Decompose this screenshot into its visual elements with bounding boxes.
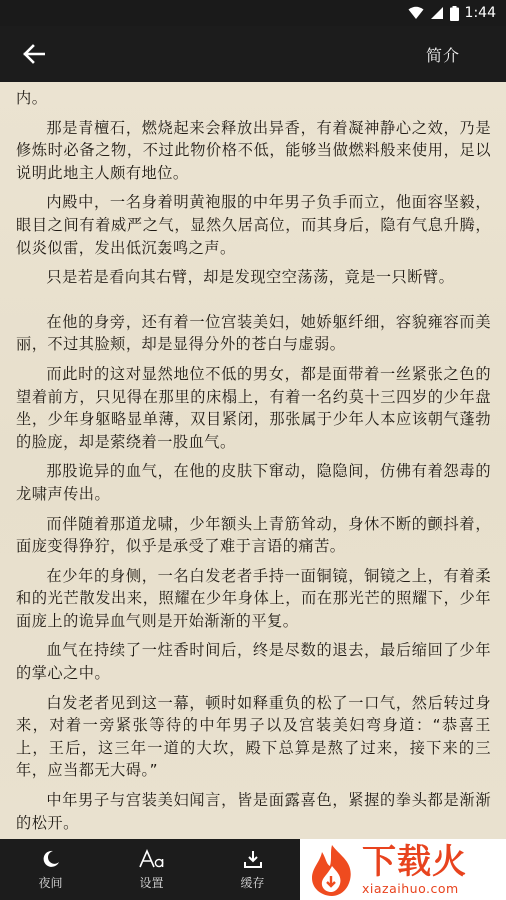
paragraph: 中年男子与宫装美妇闻言，皆是面露喜色，紧握的拳头都是渐渐的松开。 [16,791,491,832]
paragraph: 只是若是看向其右臂，却是发现空空荡荡，竟是一只断臂。 [46,268,455,287]
night-mode-button[interactable] [0,839,101,900]
moon-icon [42,848,60,870]
settings-button[interactable] [101,839,202,900]
paragraph: 在他的身旁，还有着一位宫装美妇，她娇躯纤细，容貌雍容而美丽，不过其脸颊，却是显得分外的苍白与虚弱。 [16,312,491,354]
cache-button[interactable] [202,839,303,900]
paragraph: 在少年的身侧，一名白发老者手持一面铜镜，铜镜之上，有着柔和的光芒散发出来，照耀在少年身体上，而在那光芒的照耀下，少年面庞上的诡异血气则是开始渐渐的平复。 [16,566,491,630]
back-arrow-icon[interactable] [20,40,48,68]
paragraph: 那是青檀石，燃烧起来会释放出异香，有着凝神静心之效，乃是修炼时必备之物，不过此物价格不低，能够当做燃料般来使用，足以说明此地主人颇有地位。 [16,118,491,182]
cellular-signal-icon [430,6,444,20]
intro-button[interactable]: 简介 [425,45,460,65]
paragraph: 内。 [16,89,48,107]
xiazaihuo-watermark [300,839,506,900]
paragraph: 血气在持续了一炷香时间后，终是尽数的退去，最后缩回了少年的掌心之中。 [16,641,491,683]
paragraph: 内殿中，一名身着明黄袍服的中年男子负手而立，他面容坚毅，眼目之间有着威严之气，显然久居高位，而其身后，隐有气息升腾，似炎似雷，发出低沉轰鸣之声。 [16,193,491,257]
download-icon [244,848,262,870]
top-app-bar [0,26,506,82]
status-bar [0,0,506,26]
cache-label: 缓存 [240,876,265,890]
paragraph: 那股诡异的血气，在他的皮肤下窜动，隐隐间，仿佛有着怨毒的龙啸声传出。 [16,462,491,503]
brand-url: xiazaihuo.com [362,881,459,896]
font-settings-icon [139,848,165,870]
paragraph: 而伴随着那道龙啸，少年额头上青筋耸动，身休不断的颤抖着，面庞变得狰狞，似乎是承受了难于言语的痛苦。 [16,514,491,556]
brand-name: 下载火 [362,842,467,882]
night-mode-label: 夜间 [38,876,63,890]
flame-logo-icon [304,842,360,898]
wifi-icon [408,6,424,20]
battery-icon [450,6,459,21]
paragraph: 白发老者见到这一幕，顿时如释重负的松了一口气，然后转过身来，对着一旁紧张等待的中年男子以及宫装美妇弯身道：“恭喜王上，王后，这三年一道的大坎，殿下总算是熬了过来，接下来的三年，应当都无大碍。” [16,693,491,780]
reading-content[interactable] [0,82,506,839]
settings-label: 设置 [139,876,164,890]
status-time: 1:44 [464,5,496,21]
paragraph: 而此时的这对显然地位不低的男女，都是面带着一丝紧张之色的望着前方，只见得在那里的床榻上，有着一名约莫十三四岁的少年盘坐，少年身躯略显单薄，双目紧闭，那张属于少年人本应该朝气蓬勃的脸庞，却是萦绕着一股血气。 [16,364,491,451]
